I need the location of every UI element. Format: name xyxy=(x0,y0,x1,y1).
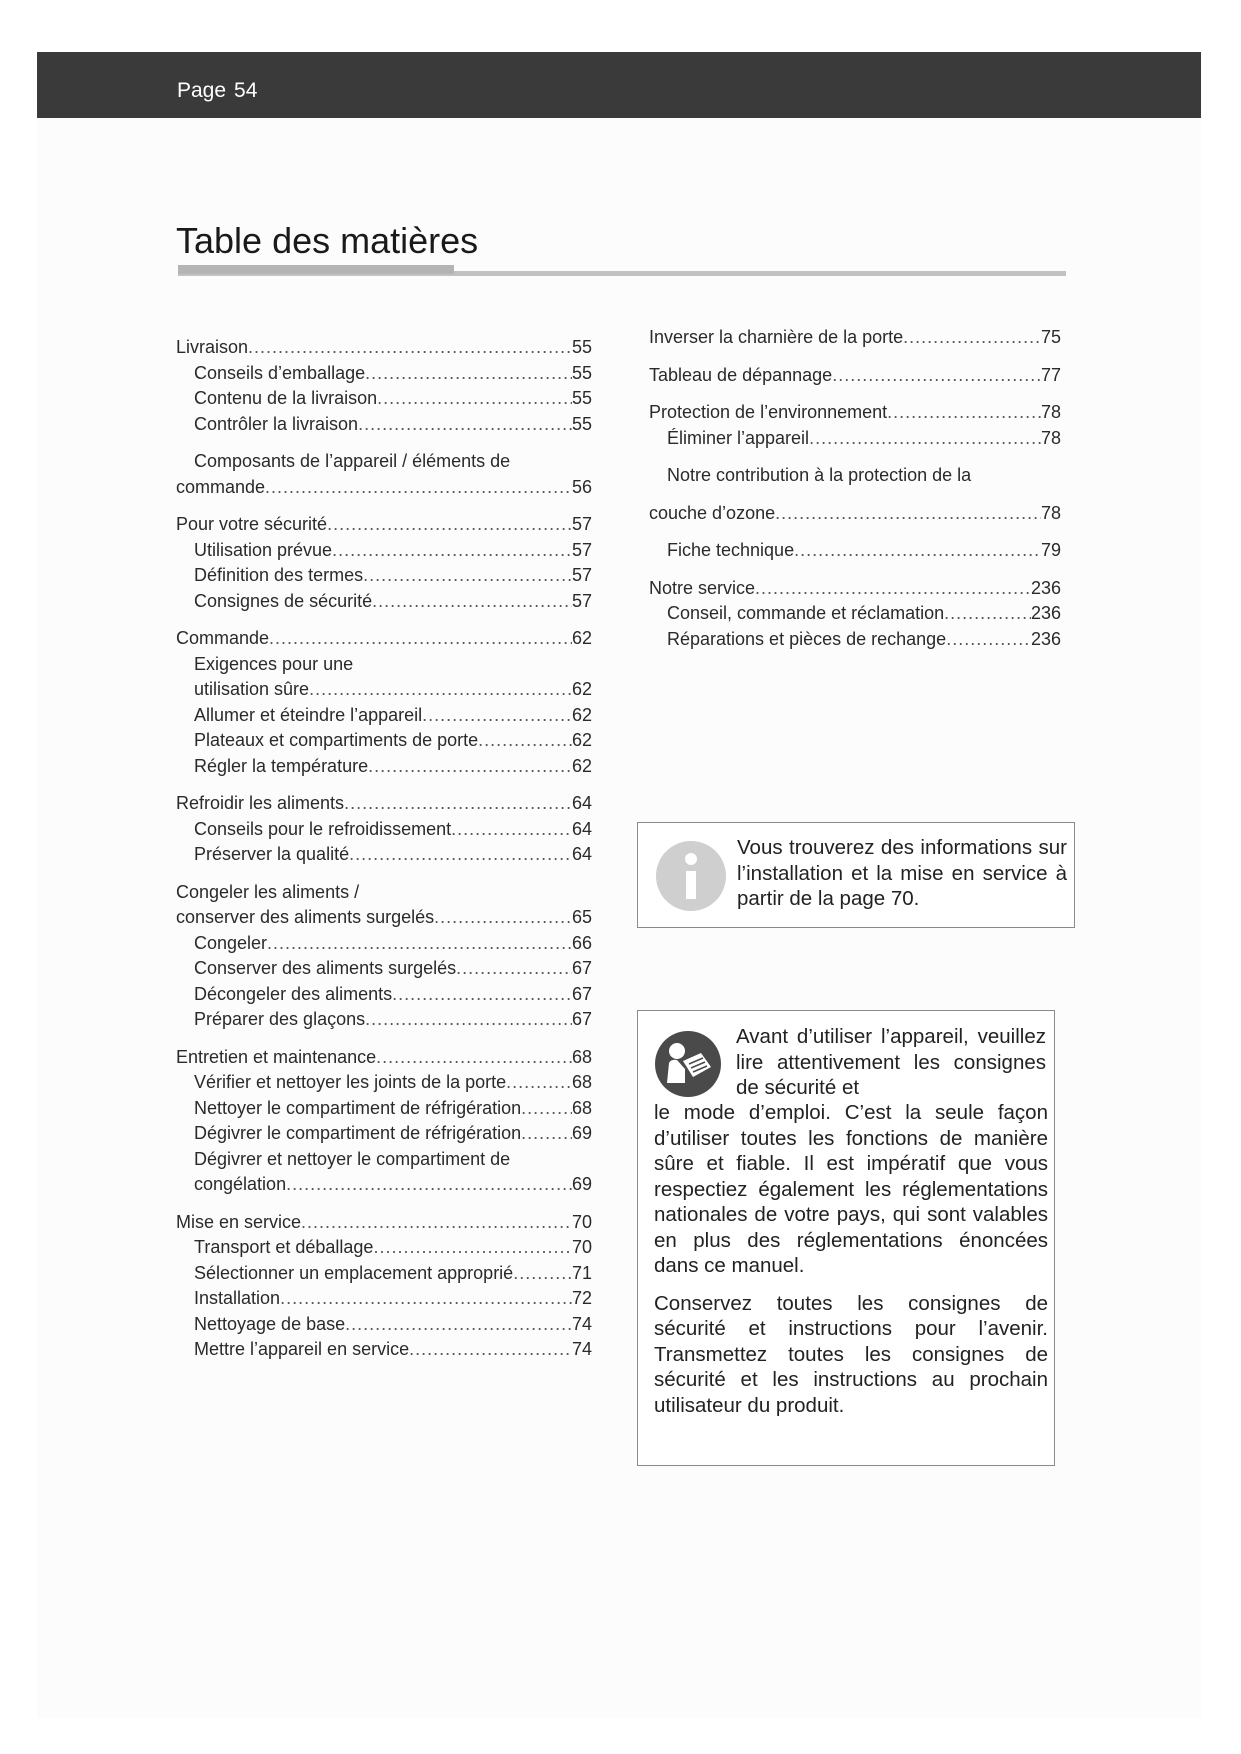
toc-dot-leader xyxy=(775,503,1041,524)
toc-entry[interactable] xyxy=(649,365,1061,391)
toc-spacer xyxy=(649,453,1061,465)
toc-entry-title: Vérifier et nettoyer les joints de la porte xyxy=(194,1072,507,1092)
toc-entry-page: 68 xyxy=(571,1072,592,1092)
toc-entry-title: congélation xyxy=(194,1174,287,1194)
toc-entry[interactable] xyxy=(176,1123,592,1149)
toc-dot-leader xyxy=(365,1009,572,1030)
toc-entry[interactable] xyxy=(176,1288,592,1314)
toc-entry[interactable] xyxy=(176,628,592,654)
toc-entry-title: Définition des termes xyxy=(194,565,364,585)
page-number-label xyxy=(177,79,257,103)
toc-entry[interactable] xyxy=(649,428,1061,454)
toc-entry-title: Protection de l’environnement xyxy=(649,402,888,422)
toc-entry-title: Mise en service xyxy=(176,1211,302,1232)
toc-entry[interactable] xyxy=(176,1047,592,1073)
info-note-box xyxy=(637,822,1075,928)
toc-entry[interactable] xyxy=(176,958,592,984)
toc-entry[interactable] xyxy=(176,654,592,680)
toc-dot-leader xyxy=(456,958,572,979)
toc-entry-page: 62 xyxy=(571,628,592,648)
toc-entry-title: Préserver la qualité xyxy=(194,844,350,864)
toc-entry-page: 79 xyxy=(1040,540,1061,560)
toc-entry-page: 236 xyxy=(1030,628,1061,649)
toc-entry-page: 74 xyxy=(571,1339,592,1359)
toc-entry[interactable] xyxy=(649,603,1061,629)
toc-entry[interactable] xyxy=(176,844,592,870)
toc-entry-page: 77 xyxy=(1040,364,1061,385)
toc-entry-title: Inverser la charnière de la porte xyxy=(649,327,904,347)
toc-entry[interactable] xyxy=(176,730,592,756)
toc-entry[interactable] xyxy=(176,1174,592,1200)
toc-entry-title: Nettoyer le compartiment de réfrigération xyxy=(194,1097,522,1118)
toc-dot-leader xyxy=(267,933,572,954)
toc-entry-page: 62 xyxy=(571,755,592,776)
toc-entry-title: Conseil, commande et réclamation xyxy=(667,603,945,623)
toc-entry-title: commande xyxy=(176,476,266,497)
toc-spacer xyxy=(176,1035,592,1047)
toc-entry-page: 71 xyxy=(571,1262,592,1283)
toc-entry[interactable] xyxy=(649,540,1061,566)
toc-dot-leader xyxy=(332,540,572,561)
toc-spacer xyxy=(649,566,1061,578)
toc-dot-leader xyxy=(265,477,572,498)
toc-entry-page: 70 xyxy=(571,1211,592,1232)
toc-dot-leader xyxy=(349,844,572,865)
toc-dot-leader xyxy=(286,1174,572,1195)
toc-dot-leader xyxy=(944,603,1031,624)
toc-dot-leader xyxy=(345,1314,572,1335)
toc-dot-leader xyxy=(344,793,572,814)
toc-dot-leader xyxy=(832,365,1041,386)
toc-entry-title: Tableau de dépannage xyxy=(649,364,833,385)
toc-entry-title: Transport et déballage xyxy=(194,1237,374,1257)
toc-entry-page: 67 xyxy=(571,983,592,1004)
toc-entry-page: 67 xyxy=(571,958,592,978)
toc-entry[interactable] xyxy=(176,414,592,440)
toc-entry-title: Réparations et pièces de rechange xyxy=(667,628,947,649)
toc-entry-title: Livraison xyxy=(176,337,249,357)
safety-notice-box xyxy=(637,1010,1055,1466)
toc-entry-title: Pour votre sécurité xyxy=(176,514,328,534)
toc-entry-title: Fiche technique xyxy=(667,540,795,560)
toc-spacer xyxy=(649,353,1061,365)
toc-entry[interactable] xyxy=(176,1237,592,1263)
toc-spacer xyxy=(649,390,1061,402)
toc-entry[interactable] xyxy=(176,1212,592,1238)
toc-entry[interactable] xyxy=(176,705,592,731)
toc-dot-leader xyxy=(513,1263,572,1284)
toc-entry[interactable] xyxy=(176,477,592,503)
toc-entry-title: Décongeler des aliments xyxy=(194,983,393,1004)
toc-left-column xyxy=(176,337,592,1365)
toc-spacer xyxy=(176,781,592,793)
toc-entry[interactable] xyxy=(176,1339,592,1365)
toc-dot-leader xyxy=(946,629,1031,650)
toc-dot-leader xyxy=(377,388,572,409)
toc-entry[interactable] xyxy=(176,933,592,959)
toc-entry[interactable] xyxy=(176,363,592,389)
toc-entry-page: 78 xyxy=(1040,427,1061,448)
toc-entry[interactable] xyxy=(176,337,592,363)
toc-right-column xyxy=(649,327,1061,654)
safety-notice-body xyxy=(654,1100,1048,1418)
toc-entry-title: Congeler les aliments / xyxy=(176,881,360,902)
toc-dot-leader xyxy=(269,628,572,649)
toc-entry[interactable] xyxy=(176,819,592,845)
toc-entry-title: Notre contribution à la protection de la xyxy=(667,465,972,485)
toc-dot-leader xyxy=(365,363,572,384)
toc-dot-leader xyxy=(309,679,572,700)
toc-entry-title: Refroidir les aliments xyxy=(176,793,345,813)
toc-entry-page: 56 xyxy=(571,476,592,497)
toc-entry[interactable] xyxy=(176,1149,592,1175)
toc-spacer xyxy=(649,528,1061,540)
toc-entry-page: 236 xyxy=(1030,603,1061,623)
toc-dot-leader xyxy=(451,819,572,840)
toc-entry[interactable] xyxy=(649,629,1061,655)
toc-entry-page: 68 xyxy=(571,1097,592,1118)
toc-entry-title: Contrôler la livraison xyxy=(194,413,359,434)
safety-notice-paragraph-2: Conservez toutes les consignes de sécurité et instructions pour l’avenir. Transmettez toutes les consignes de sécurité et les instructions au prochain utilisateur du produit. xyxy=(654,1291,1048,1417)
toc-entry[interactable] xyxy=(176,679,592,705)
page-prefix: Page xyxy=(177,79,227,102)
safety-notice-heading: Avant d’utiliser l’appareil, veuillez lire attentivement les consignes de sécurité et xyxy=(736,1025,1046,1099)
toc-entry-page: 67 xyxy=(571,1009,592,1029)
toc-dot-leader xyxy=(887,402,1041,423)
toc-entry-title: Commande xyxy=(176,628,270,648)
toc-entry-title: Entretien et maintenance xyxy=(176,1046,377,1067)
toc-entry-title: Nettoyage de base xyxy=(194,1313,346,1334)
toc-entry[interactable] xyxy=(649,465,1061,491)
toc-dot-leader xyxy=(809,428,1041,449)
toc-entry-title: Plateaux et compartiments de porte xyxy=(194,730,479,750)
toc-entry-title: Conseils d’emballage xyxy=(194,362,366,383)
toc-entry-page: 66 xyxy=(571,932,592,953)
toc-spacer xyxy=(176,502,592,514)
toc-entry[interactable] xyxy=(176,984,592,1010)
toc-entry-page: 55 xyxy=(571,362,592,383)
page-number: 54 xyxy=(234,79,258,102)
toc-dot-leader xyxy=(422,705,572,726)
toc-spacer xyxy=(176,616,592,628)
toc-entry-title: Éliminer l’appareil xyxy=(667,427,810,448)
toc-entry[interactable] xyxy=(176,591,592,617)
toc-entry-page: 62 xyxy=(571,679,592,699)
toc-entry[interactable] xyxy=(176,565,592,591)
toc-dot-leader xyxy=(478,730,572,751)
toc-entry-title: utilisation sûre xyxy=(194,679,310,699)
toc-entry-page: 75 xyxy=(1040,327,1061,347)
toc-entry-page: 62 xyxy=(571,730,592,750)
toc-entry[interactable] xyxy=(176,451,592,477)
info-icon xyxy=(656,841,726,911)
page-header xyxy=(37,52,1201,118)
toc-entry-title: Consignes de sécurité xyxy=(194,590,373,611)
toc-entry-page: 74 xyxy=(571,1313,592,1334)
toc-entry[interactable] xyxy=(649,327,1061,353)
toc-dot-leader xyxy=(506,1072,572,1093)
toc-entry-page: 57 xyxy=(571,514,592,534)
toc-entry-title: Sélectionner un emplacement approprié xyxy=(194,1262,514,1283)
toc-entry-title: Dégivrer et nettoyer le compartiment de xyxy=(194,1148,511,1169)
toc-dot-leader xyxy=(376,1047,572,1068)
toc-entry-page: 55 xyxy=(571,413,592,434)
toc-entry-title: Préparer des glaçons xyxy=(194,1009,366,1029)
toc-entry-page: 62 xyxy=(571,704,592,725)
toc-entry-page: 64 xyxy=(571,793,592,813)
toc-entry-page: 57 xyxy=(571,590,592,611)
toc-dot-leader xyxy=(409,1339,572,1360)
toc-entry-title: Contenu de la livraison xyxy=(194,388,378,408)
toc-entry[interactable] xyxy=(176,1009,592,1035)
toc-spacer xyxy=(176,1200,592,1212)
title-underline-accent xyxy=(178,265,454,274)
toc-entry-title: couche d’ozone xyxy=(649,502,776,523)
toc-dot-leader xyxy=(280,1288,572,1309)
toc-entry[interactable] xyxy=(649,578,1061,604)
toc-entry-page: 236 xyxy=(1030,577,1061,598)
toc-entry-title: Allumer et éteindre l’appareil xyxy=(194,704,423,725)
toc-entry[interactable] xyxy=(649,503,1061,529)
toc-entry-page: 55 xyxy=(571,337,592,357)
toc-dot-leader xyxy=(373,1237,572,1258)
toc-entry-page: 64 xyxy=(571,844,592,864)
toc-dot-leader xyxy=(363,565,572,586)
toc-entry-title: Exigences pour une xyxy=(194,653,354,674)
toc-entry-page: 69 xyxy=(571,1174,592,1194)
toc-entry-title: Régler la température xyxy=(194,755,369,776)
page-title: Table des matières xyxy=(176,220,479,261)
toc-entry-page: 57 xyxy=(571,565,592,585)
toc-entry[interactable] xyxy=(176,514,592,540)
toc-entry[interactable] xyxy=(176,756,592,782)
toc-entry-page: 57 xyxy=(571,539,592,560)
toc-entry[interactable] xyxy=(176,540,592,566)
info-note-text: Vous trouverez des informations sur l’installation et la mise en service à partir de la page 70. xyxy=(737,836,1067,910)
toc-spacer xyxy=(649,491,1061,503)
toc-entry-title: Mettre l’appareil en service xyxy=(194,1339,410,1359)
toc-entry-page: 69 xyxy=(571,1123,592,1143)
toc-dot-leader xyxy=(521,1123,572,1144)
toc-entry-title: conserver des aliments surgelés xyxy=(176,907,435,927)
toc-entry-title: Conseils pour le refroidissement xyxy=(194,818,452,839)
toc-entry-page: 78 xyxy=(1040,502,1061,523)
toc-entry-page: 64 xyxy=(571,818,592,839)
toc-dot-leader xyxy=(248,337,572,358)
toc-entry-title: Composants de l’appareil / éléments de xyxy=(194,451,511,471)
toc-entry[interactable] xyxy=(176,1263,592,1289)
toc-dot-leader xyxy=(903,327,1041,348)
toc-entry-title: Notre service xyxy=(649,577,756,598)
toc-dot-leader xyxy=(755,578,1031,599)
toc-entry[interactable] xyxy=(176,1098,592,1124)
toc-entry-page: 68 xyxy=(571,1046,592,1067)
toc-dot-leader xyxy=(794,540,1041,561)
toc-spacer xyxy=(176,439,592,451)
toc-entry[interactable] xyxy=(649,402,1061,428)
toc-entry-page: 72 xyxy=(571,1288,592,1308)
toc-spacer xyxy=(176,870,592,882)
toc-entry-title: Congeler xyxy=(194,932,268,953)
toc-entry-title: Installation xyxy=(194,1288,281,1308)
toc-dot-leader xyxy=(372,591,572,612)
toc-dot-leader xyxy=(521,1098,572,1119)
read-manual-icon xyxy=(655,1031,721,1097)
toc-entry-title: Utilisation prévue xyxy=(194,539,333,560)
toc-entry[interactable] xyxy=(176,907,592,933)
safety-notice-paragraph-1: le mode d’emploi. C’est la seule façon d’utiliser toutes les fonctions de manière sûre et fiable. Il est impératif que vous respectiez également les réglementations nationales de votre pays, qui sont valables en plus des réglementations énoncées dans ce manuel. xyxy=(654,1101,1048,1277)
toc-entry[interactable] xyxy=(176,1072,592,1098)
toc-dot-leader xyxy=(368,756,572,777)
toc-dot-leader xyxy=(301,1212,572,1233)
toc-entry-title: Conserver des aliments surgelés xyxy=(194,958,457,978)
toc-entry[interactable] xyxy=(176,1314,592,1340)
toc-entry-title: Dégivrer le compartiment de réfrigération xyxy=(194,1123,522,1143)
toc-entry-page: 78 xyxy=(1040,402,1061,422)
toc-entry[interactable] xyxy=(176,793,592,819)
toc-entry[interactable] xyxy=(176,882,592,908)
toc-dot-leader xyxy=(327,514,572,535)
toc-entry-page: 55 xyxy=(571,388,592,408)
toc-dot-leader xyxy=(358,414,572,435)
toc-entry[interactable] xyxy=(176,388,592,414)
toc-dot-leader xyxy=(392,984,572,1005)
toc-entry-page: 65 xyxy=(571,907,592,927)
toc-dot-leader xyxy=(434,907,572,928)
toc-entry-page: 70 xyxy=(571,1237,592,1257)
